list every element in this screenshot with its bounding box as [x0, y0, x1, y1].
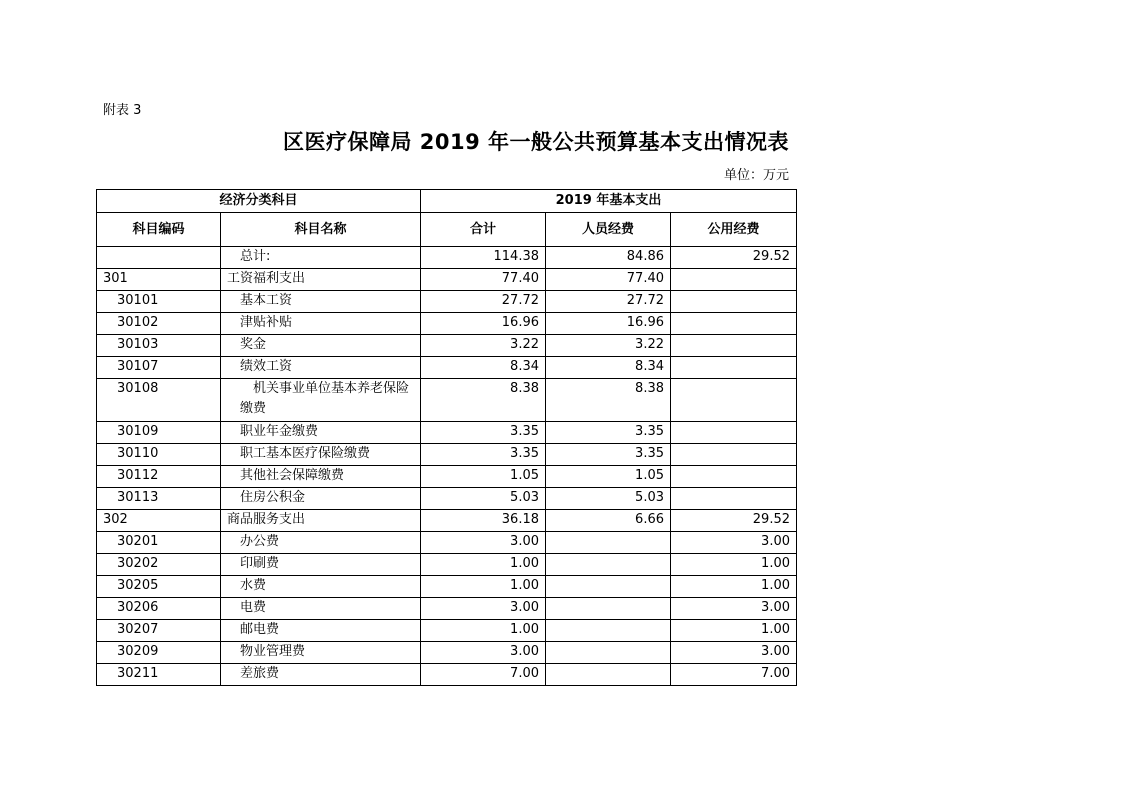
- cell-total: 8.34: [421, 357, 546, 379]
- cell-name: 物业管理费: [221, 642, 421, 664]
- cell-personnel: 6.66: [546, 510, 671, 532]
- table-row: [97, 664, 797, 686]
- cell-public: 3.00: [671, 532, 797, 554]
- header-row-group: [97, 190, 797, 213]
- cell-code: 30201: [97, 532, 221, 554]
- header-economic-classification: 经济分类科目: [97, 190, 421, 213]
- table-row: [97, 466, 797, 488]
- header-public: 公用经费: [671, 213, 797, 247]
- header-row-columns: [97, 213, 797, 247]
- table-row: [97, 422, 797, 444]
- cell-public: [671, 269, 797, 291]
- cell-total: 3.00: [421, 598, 546, 620]
- cell-name: 机关事业单位基本养老保险缴费: [221, 379, 421, 422]
- cell-code: 30207: [97, 620, 221, 642]
- cell-personnel: 3.35: [546, 422, 671, 444]
- cell-code: 30102: [97, 313, 221, 335]
- cell-personnel: [546, 598, 671, 620]
- cell-personnel: 8.34: [546, 357, 671, 379]
- cell-name: 水费: [221, 576, 421, 598]
- cell-total: 3.35: [421, 444, 546, 466]
- cell-personnel: 3.35: [546, 444, 671, 466]
- cell-personnel: [546, 532, 671, 554]
- cell-total: 3.35: [421, 422, 546, 444]
- cell-public: 3.00: [671, 598, 797, 620]
- unit-label: 单位：万元: [723, 168, 789, 183]
- page-title: 区医疗保障局 2019 年一般公共预算基本支出情况表: [282, 130, 790, 154]
- header-name: 科目名称: [221, 213, 421, 247]
- cell-public: 29.52: [671, 247, 797, 269]
- cell-personnel: 3.22: [546, 335, 671, 357]
- cell-name: 工资福利支出: [221, 269, 421, 291]
- appendix-label: 附表 3: [103, 103, 142, 118]
- cell-personnel: [546, 576, 671, 598]
- cell-name: 绩效工资: [221, 357, 421, 379]
- cell-name: 津贴补贴: [221, 313, 421, 335]
- cell-total: 1.00: [421, 576, 546, 598]
- cell-total: 114.38: [421, 247, 546, 269]
- cell-name: 职业年金缴费: [221, 422, 421, 444]
- cell-public: 1.00: [671, 554, 797, 576]
- cell-name: 邮电费: [221, 620, 421, 642]
- cell-public: [671, 335, 797, 357]
- cell-code: 30112: [97, 466, 221, 488]
- cell-personnel: 84.86: [546, 247, 671, 269]
- cell-code: [97, 247, 221, 269]
- header-personnel: 人员经费: [546, 213, 671, 247]
- cell-personnel: 77.40: [546, 269, 671, 291]
- cell-public: [671, 313, 797, 335]
- cell-code: 301: [97, 269, 221, 291]
- table-row: [97, 620, 797, 642]
- cell-name: 奖金: [221, 335, 421, 357]
- cell-public: 1.00: [671, 620, 797, 642]
- cell-total: 1.00: [421, 620, 546, 642]
- table-row: [97, 642, 797, 664]
- table-row: [97, 488, 797, 510]
- cell-name: 基本工资: [221, 291, 421, 313]
- cell-code: 30110: [97, 444, 221, 466]
- cell-public: [671, 466, 797, 488]
- cell-code: 30103: [97, 335, 221, 357]
- table-row: [97, 269, 797, 291]
- cell-total: 36.18: [421, 510, 546, 532]
- cell-code: 30209: [97, 642, 221, 664]
- cell-total: 27.72: [421, 291, 546, 313]
- cell-public: [671, 422, 797, 444]
- cell-code: 30205: [97, 576, 221, 598]
- cell-name: 电费: [221, 598, 421, 620]
- cell-public: [671, 488, 797, 510]
- cell-total: 3.22: [421, 335, 546, 357]
- cell-name: 商品服务支出: [221, 510, 421, 532]
- cell-total: 16.96: [421, 313, 546, 335]
- cell-code: 30113: [97, 488, 221, 510]
- table-row: [97, 357, 797, 379]
- cell-personnel: 16.96: [546, 313, 671, 335]
- header-basic-expenditure: 2019 年基本支出: [421, 190, 797, 213]
- cell-code: 30109: [97, 422, 221, 444]
- budget-table: [96, 189, 797, 686]
- cell-name: 印刷费: [221, 554, 421, 576]
- table-row: [97, 532, 797, 554]
- table-row: [97, 554, 797, 576]
- cell-name: 办公费: [221, 532, 421, 554]
- table-row: [97, 598, 797, 620]
- cell-public: [671, 291, 797, 313]
- cell-total: 5.03: [421, 488, 546, 510]
- table-row: [97, 444, 797, 466]
- table-row: [97, 291, 797, 313]
- cell-total: 3.00: [421, 642, 546, 664]
- cell-name: 职工基本医疗保险缴费: [221, 444, 421, 466]
- cell-public: 3.00: [671, 642, 797, 664]
- cell-personnel: [546, 642, 671, 664]
- cell-public: 1.00: [671, 576, 797, 598]
- cell-name: 其他社会保障缴费: [221, 466, 421, 488]
- cell-public: [671, 379, 797, 422]
- cell-total: 1.05: [421, 466, 546, 488]
- cell-public: [671, 357, 797, 379]
- cell-code: 30108: [97, 379, 221, 422]
- header-code: 科目编码: [97, 213, 221, 247]
- table-row: [97, 379, 797, 422]
- cell-name: 住房公积金: [221, 488, 421, 510]
- cell-personnel: 27.72: [546, 291, 671, 313]
- cell-total: 77.40: [421, 269, 546, 291]
- cell-code: 30107: [97, 357, 221, 379]
- cell-code: 30202: [97, 554, 221, 576]
- header-total: 合计: [421, 213, 546, 247]
- table-row: [97, 510, 797, 532]
- cell-personnel: 5.03: [546, 488, 671, 510]
- table-row: [97, 335, 797, 357]
- cell-personnel: [546, 664, 671, 686]
- cell-public: 7.00: [671, 664, 797, 686]
- cell-public: [671, 444, 797, 466]
- cell-personnel: 8.38: [546, 379, 671, 422]
- cell-code: 30211: [97, 664, 221, 686]
- cell-total: 8.38: [421, 379, 546, 422]
- cell-personnel: 1.05: [546, 466, 671, 488]
- cell-name: 总计:: [221, 247, 421, 269]
- cell-code: 30101: [97, 291, 221, 313]
- table-row: [97, 576, 797, 598]
- cell-public: 29.52: [671, 510, 797, 532]
- cell-name: 差旅费: [221, 664, 421, 686]
- cell-code: 30206: [97, 598, 221, 620]
- cell-total: 3.00: [421, 532, 546, 554]
- cell-personnel: [546, 620, 671, 642]
- cell-code: 302: [97, 510, 221, 532]
- cell-personnel: [546, 554, 671, 576]
- cell-total: 7.00: [421, 664, 546, 686]
- table-row-total: [97, 247, 797, 269]
- table-row: [97, 313, 797, 335]
- cell-total: 1.00: [421, 554, 546, 576]
